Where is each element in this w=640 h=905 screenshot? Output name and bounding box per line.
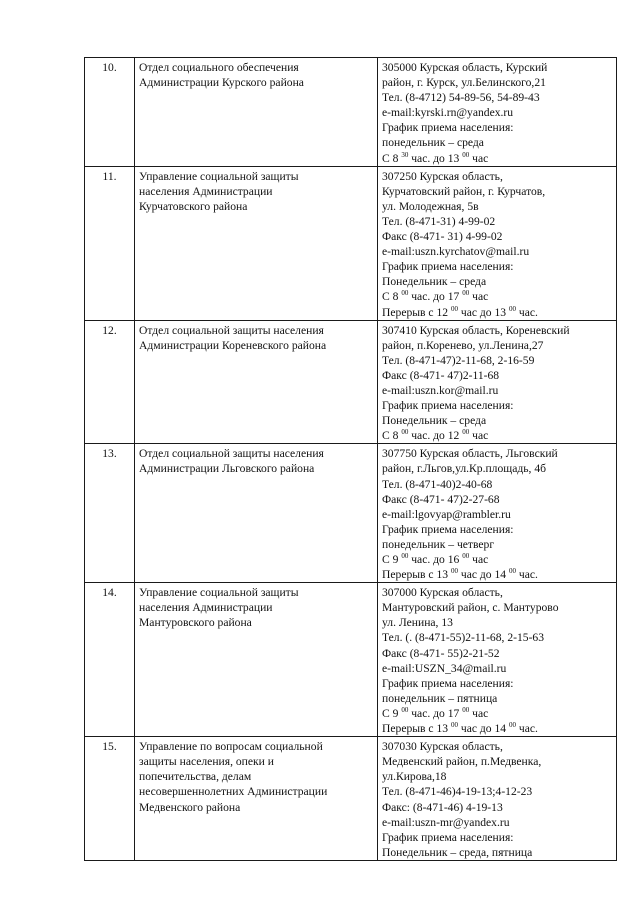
time-minutes: 00 — [401, 289, 409, 298]
contact-info-line: Тел. (8-471-46)4-19-13;4-12-23 — [382, 785, 533, 799]
contact-info-line: Факс (8-471- 47)2-11-68 — [382, 368, 500, 382]
contact-info — [378, 737, 617, 861]
department-name-line: Отдел социального обеспечения — [139, 61, 299, 74]
table-row — [85, 444, 617, 583]
contact-info-line: понедельник – пятница — [382, 691, 498, 705]
contact-info-line: Понедельник – среда — [382, 414, 487, 428]
contact-info-line: Мантуровский район, с. Мантурово — [382, 601, 559, 615]
department-name-line: Отдел социальной защиты населения — [139, 447, 324, 461]
time-minutes: 00 — [462, 289, 470, 298]
time-minutes: 00 — [462, 705, 470, 714]
time-minutes: 00 — [508, 304, 516, 313]
time-minutes: 00 — [401, 428, 409, 437]
contact-info-line: Факс (8-471- 55)2-21-52 — [382, 646, 500, 660]
contact-info-line: График приема населения: — [382, 121, 514, 135]
contact-info-line: район, г. Курск, ул.Белинского,21 — [382, 76, 546, 90]
contact-info-line: Тел. (8-471-31) 4-99-02 — [382, 214, 496, 228]
contact-info-line: Тел. (8-471-47)2-11-68, 2-16-59 — [382, 353, 535, 367]
departments-table-body — [85, 58, 617, 861]
contact-info-line: Курчатовский район, г. Курчатов, — [382, 184, 546, 198]
department-name-line: Администрации Кореневского района — [139, 338, 327, 352]
contact-info-line: район, г.Льгов,ул.Кр.площадь, 4б — [382, 462, 547, 476]
contact-info-line: С 9 $^{00}$ час. до 16 $^{00}$ час — [382, 552, 489, 566]
contact-info-line: 305000 Курская область, Курский — [382, 61, 548, 74]
contact-info-line: 307410 Курская область, Кореневский — [382, 323, 570, 337]
time-minutes: 00 — [401, 552, 409, 560]
department-name-line: Курчатовского района — [139, 199, 248, 213]
contact-info-line: С 8 $^{00}$ час. до 17 $^{00}$ час — [382, 289, 489, 304]
department-name-line: Мантуровского района — [139, 616, 252, 630]
row-number: 14. — [85, 583, 135, 737]
department-name-line: Управление социальной защиты — [139, 169, 299, 183]
contact-info-line: 307250 Курская область, — [382, 169, 503, 183]
table-row — [85, 166, 617, 320]
contact-info — [378, 444, 617, 583]
time-minutes: 00 — [508, 567, 516, 576]
contact-info-line: понедельник – четверг — [382, 537, 495, 551]
time-minutes: 30 — [401, 150, 409, 159]
contact-info-line: График приема населения: — [382, 399, 514, 413]
department-name — [135, 166, 378, 320]
contact-info-line: Перерыв с 13 $^{00}$ час до 14 $^{00}$ час. — [382, 567, 538, 582]
department-name-line: Администрации Курского района — [139, 76, 304, 90]
department-name — [135, 320, 378, 444]
department-name-line: защиты населения, опеки и — [139, 755, 274, 769]
contact-info-line: e-mail:uszn.kor@mail.ru — [382, 383, 499, 397]
contact-info-line: Медвенский район, п.Медвенка, — [382, 755, 542, 769]
contact-info-line: 307030 Курская область, — [382, 740, 503, 754]
department-name-line: населения Администрации — [139, 184, 273, 198]
contact-info-line: Факс: (8-471-46) 4-19-13 — [382, 800, 503, 814]
contact-info-line: e-mail:uszn-mr@yandex.ru — [382, 815, 510, 829]
contact-info-line: Понедельник – среда — [382, 275, 487, 289]
contact-info-line: С 8 $^{00}$ час. до 12 $^{00}$ час — [382, 428, 489, 443]
contact-info-line: График приема населения: — [382, 830, 514, 844]
contact-info-line: График приема населения: — [382, 676, 514, 690]
department-name-line: Медвенского района — [139, 800, 241, 814]
departments-table — [84, 57, 617, 861]
time-minutes: 00 — [450, 567, 458, 576]
table-row — [85, 583, 617, 737]
contact-info-line: e-mail:uszn.kyrchatov@mail.ru — [382, 245, 530, 259]
time-minutes: 00 — [508, 721, 516, 730]
contact-info-line: ул. Молодежная, 5в — [382, 199, 479, 213]
contact-info-line: График приема населения: — [382, 260, 514, 274]
department-name-line: Управление социальной защиты — [139, 586, 299, 600]
department-name-line: Администрации Льговского района — [139, 462, 315, 476]
contact-info-line: Перерыв с 12 $^{00}$ час до 13 $^{00}$ час. — [382, 304, 538, 319]
time-minutes: 00 — [450, 304, 458, 313]
contact-info-line: 307000 Курская область, — [382, 586, 503, 600]
contact-info-line: С 9 $^{00}$ час. до 17 $^{00}$ час — [382, 705, 489, 720]
contact-info — [378, 320, 617, 444]
table-row — [85, 58, 617, 167]
contact-info-line: Факс (8-471- 47)2-27-68 — [382, 492, 500, 506]
time-minutes: 00 — [462, 428, 470, 437]
department-name-line: несовершеннолетних Администрации — [139, 785, 328, 799]
contact-info-line: Понедельник – среда, пятница — [382, 845, 533, 859]
contact-info-line: e-mail:USZN_34@mail.ru — [382, 661, 507, 675]
department-name — [135, 58, 378, 167]
contact-info-line: ул. Ленина, 13 — [382, 616, 453, 630]
table-row — [85, 737, 617, 861]
contact-info-line: район, п.Коренево, ул.Ленина,27 — [382, 338, 544, 352]
row-number: 15. — [85, 737, 135, 861]
contact-info-line: e-mail:kyrski.rn@yandex.ru — [382, 106, 514, 120]
row-number: 12. — [85, 320, 135, 444]
contact-info-line: Тел. (8-471-40)2-40-68 — [382, 477, 493, 491]
contact-info-line: Тел. (8-4712) 54-89-56, 54-89-43 — [382, 91, 540, 105]
time-minutes: 00 — [462, 150, 470, 159]
department-name — [135, 444, 378, 583]
contact-info — [378, 583, 617, 737]
contact-info-line: Перерыв с 13 $^{00}$ час до 14 $^{00}$ час. — [382, 721, 538, 736]
contact-info-line: ул.Кирова,18 — [382, 770, 447, 784]
row-number: 11. — [85, 166, 135, 320]
time-minutes: 00 — [450, 721, 458, 730]
contact-info — [378, 58, 617, 167]
time-minutes: 00 — [462, 552, 470, 560]
contact-info-line: Факс (8-471- 31) 4-99-02 — [382, 230, 503, 244]
contact-info-line: График приема населения: — [382, 522, 514, 536]
time-minutes: 00 — [401, 705, 409, 714]
contact-info-line: понедельник – среда — [382, 136, 484, 150]
contact-info-line: e-mail:lgovyap@rambler.ru — [382, 507, 511, 521]
department-name-line: населения Администрации — [139, 601, 273, 615]
contact-info-line: Тел. (. (8-471-55)2-11-68, 2-15-63 — [382, 631, 545, 645]
contact-info — [378, 166, 617, 320]
contact-info-line: 307750 Курская область, Льговский — [382, 447, 558, 461]
row-number: 10. — [85, 58, 135, 167]
contact-info-line: С 8 $^{30}$ час. до 13 $^{00}$ час — [382, 150, 489, 165]
table-row — [85, 320, 617, 444]
department-name-line: Управление по вопросам социальной — [139, 740, 323, 754]
department-name-line: попечительства, делам — [139, 770, 252, 784]
department-name-line: Отдел социальной защиты населения — [139, 323, 324, 337]
department-name — [135, 737, 378, 861]
department-name — [135, 583, 378, 737]
row-number: 13. — [85, 444, 135, 583]
